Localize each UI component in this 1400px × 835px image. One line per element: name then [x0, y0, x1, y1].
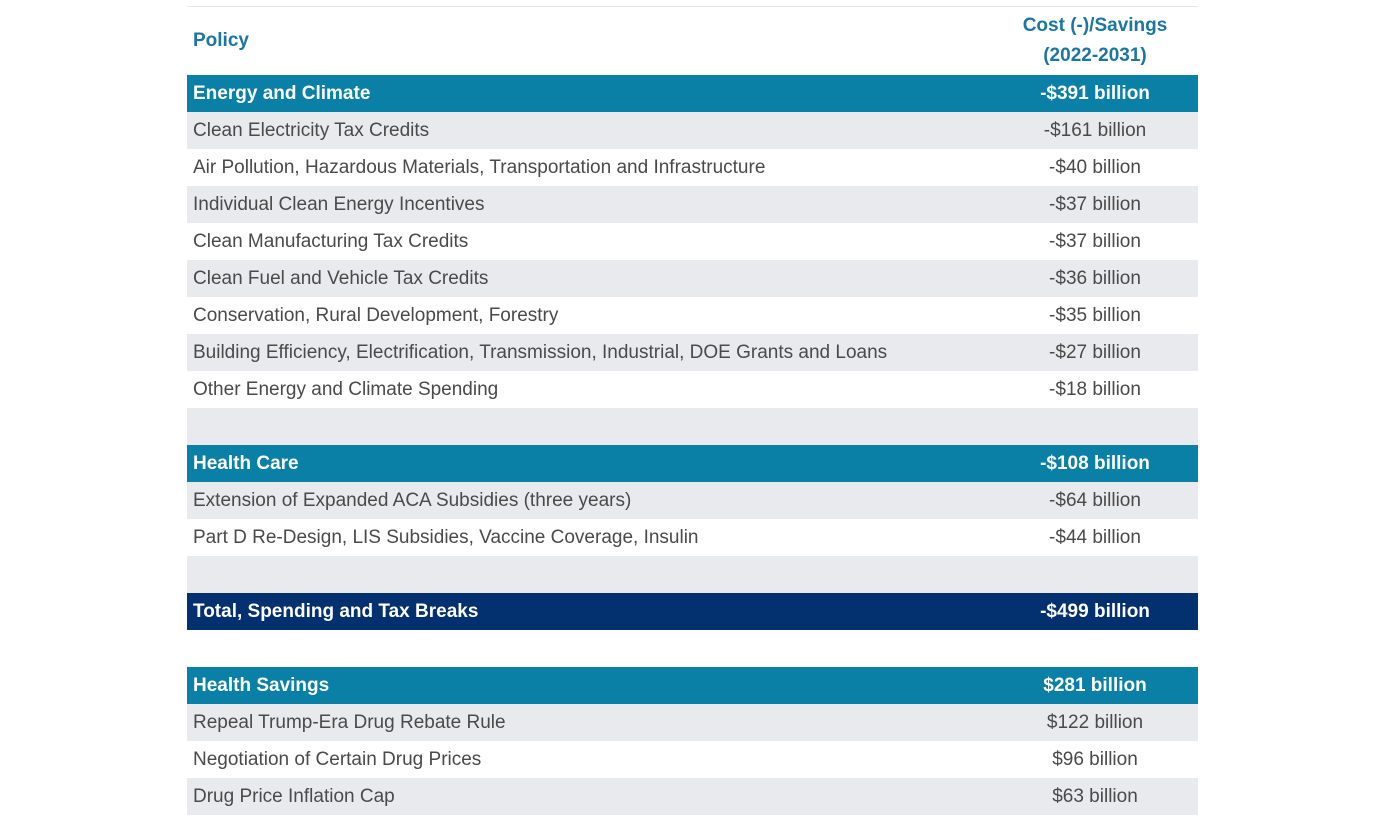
policy-label: Clean Fuel and Vehicle Tax Credits	[193, 267, 489, 289]
policy-value: -$64 billion	[1049, 489, 1141, 511]
policy-label: Negotiation of Certain Drug Prices	[193, 748, 482, 770]
spacer-row	[187, 630, 1198, 667]
table-row	[187, 112, 1198, 149]
policy-label: Conservation, Rural Development, Forestry	[193, 304, 559, 326]
table-row	[187, 741, 1198, 778]
policy-value: -$36 billion	[1049, 267, 1141, 289]
table-row	[187, 186, 1198, 223]
cost-header-line1: Cost (-)/Savings	[1022, 15, 1168, 36]
section-total: -$391 billion	[1040, 82, 1150, 104]
total-label: Total, Spending and Tax Breaks	[193, 600, 479, 622]
policy-value: -$37 billion	[1049, 230, 1141, 252]
cost-column-header	[992, 11, 1198, 71]
section-title: Health Care	[193, 452, 299, 474]
total-value: -$499 billion	[1040, 600, 1150, 622]
cost-header-line2: (2022-2031)	[1043, 45, 1147, 66]
total-spending-row	[187, 593, 1198, 630]
table-row	[187, 519, 1198, 556]
policy-label: Drug Price Inflation Cap	[193, 785, 395, 807]
spacer-row	[187, 556, 1198, 593]
table-row	[187, 297, 1198, 334]
policy-value: -$27 billion	[1049, 341, 1141, 363]
table-row	[187, 223, 1198, 260]
table-row	[187, 371, 1198, 408]
policy-label: Other Energy and Climate Spending	[193, 378, 499, 400]
policy-value: $122 billion	[1046, 711, 1144, 733]
table-row	[187, 334, 1198, 371]
policy-value: -$35 billion	[1049, 304, 1141, 326]
section-total: -$108 billion	[1040, 452, 1150, 474]
policy-label: Building Efficiency, Electrification, Transmission, Industrial, DOE Grants and Loans	[193, 341, 888, 363]
policy-label: Clean Manufacturing Tax Credits	[193, 230, 469, 252]
policy-value: -$40 billion	[1049, 156, 1141, 178]
policy-column-header: Policy	[193, 30, 249, 51]
table-row	[187, 778, 1198, 815]
policy-value: $96 billion	[1052, 748, 1138, 770]
spacer-row	[187, 408, 1198, 445]
section-health-care	[187, 445, 1198, 482]
policy-label: Individual Clean Energy Incentives	[193, 193, 485, 215]
policy-value: -$18 billion	[1049, 378, 1141, 400]
policy-label: Repeal Trump-Era Drug Rebate Rule	[193, 711, 506, 733]
table-row	[187, 704, 1198, 741]
policy-value: -$44 billion	[1049, 526, 1141, 548]
table-row	[187, 482, 1198, 519]
section-total: $281 billion	[1043, 674, 1147, 696]
policy-cost-table	[187, 6, 1198, 815]
table-row	[187, 149, 1198, 186]
policy-value: $63 billion	[1052, 785, 1138, 807]
table-row	[187, 260, 1198, 297]
table-header	[187, 7, 1198, 75]
section-energy-climate	[187, 75, 1198, 112]
section-title: Health Savings	[193, 674, 330, 696]
section-title: Energy and Climate	[193, 82, 371, 104]
policy-label: Clean Electricity Tax Credits	[193, 119, 430, 141]
policy-label: Air Pollution, Hazardous Materials, Transportation and Infrastructure	[193, 156, 766, 178]
section-health-savings	[187, 667, 1198, 704]
policy-value: -$37 billion	[1049, 193, 1141, 215]
policy-value: -$161 billion	[1043, 119, 1147, 141]
policy-label: Extension of Expanded ACA Subsidies (three years)	[193, 489, 632, 511]
policy-label: Part D Re-Design, LIS Subsidies, Vaccine Coverage, Insulin	[193, 526, 699, 548]
